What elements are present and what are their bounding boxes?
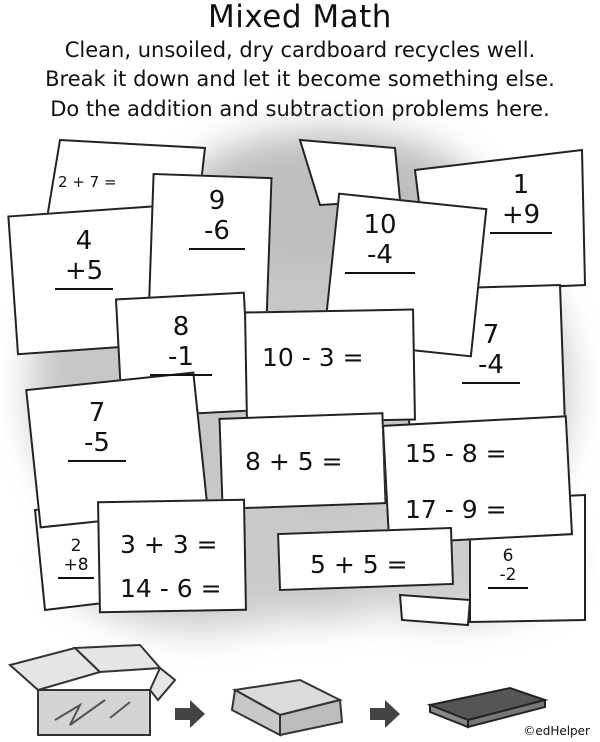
problem-5-plus-5: 5 + 5 = bbox=[310, 550, 408, 579]
addend-top: 7 bbox=[482, 320, 500, 350]
open-box-icon bbox=[10, 645, 175, 735]
addend-bottom: +5 bbox=[64, 256, 104, 286]
problem-10-minus-3: 10 - 3 = bbox=[262, 343, 364, 372]
answer-line bbox=[58, 577, 94, 579]
arrow-right-icon-2 bbox=[370, 700, 400, 728]
answer-line bbox=[490, 232, 552, 234]
problem-6-minus-2 bbox=[488, 547, 528, 589]
instruction-line-1: Clean, unsoiled, dry cardboard recycles well. bbox=[64, 38, 536, 62]
flattened-box-icon bbox=[232, 680, 342, 735]
addend-top: 9 bbox=[208, 186, 226, 216]
answer-line bbox=[345, 272, 415, 274]
problem-17-minus-9: 17 - 9 = bbox=[405, 495, 507, 524]
addend-bottom: +8 bbox=[63, 555, 89, 575]
addend-bottom: -4 bbox=[478, 350, 504, 380]
flat-cardboard-stack-icon bbox=[430, 688, 545, 727]
addend-top: 7 bbox=[88, 398, 106, 428]
problem-1-plus-9 bbox=[490, 170, 552, 234]
problem-2-plus-8 bbox=[58, 537, 94, 579]
problem-10-minus-4 bbox=[345, 210, 415, 274]
addend-bottom: -6 bbox=[204, 216, 230, 246]
answer-line bbox=[55, 288, 113, 290]
problem-7-minus-5 bbox=[68, 398, 126, 462]
page-title: Mixed Math bbox=[208, 0, 392, 35]
problem-9-minus-6 bbox=[189, 186, 245, 250]
addend-top: 1 bbox=[512, 170, 530, 200]
addend-top: 2 bbox=[70, 536, 82, 556]
problem-14-minus-6: 14 - 6 = bbox=[120, 574, 222, 603]
addend-bottom: -1 bbox=[168, 342, 194, 372]
addend-bottom: -2 bbox=[499, 565, 517, 585]
problem-8-minus-1 bbox=[150, 312, 212, 376]
instruction-line-3: Do the addition and subtraction problems here. bbox=[50, 97, 550, 121]
addend-top: 6 bbox=[502, 546, 514, 566]
addend-bottom: -4 bbox=[367, 240, 393, 270]
instruction-line-2: Break it down and let it become something else. bbox=[45, 67, 555, 91]
problem-2-plus-7: 2 + 7 = bbox=[58, 173, 117, 191]
problem-15-minus-8: 15 - 8 = bbox=[405, 439, 507, 468]
copyright-notice: ©edHelper bbox=[523, 724, 590, 738]
arrow-right-icon bbox=[175, 700, 205, 728]
answer-line bbox=[68, 460, 126, 462]
answer-line bbox=[488, 587, 528, 589]
addend-bottom: +9 bbox=[501, 200, 541, 230]
problem-8-plus-5: 8 + 5 = bbox=[245, 447, 343, 476]
addend-bottom: -5 bbox=[84, 428, 110, 458]
problem-7-minus-4 bbox=[462, 320, 520, 384]
addend-top: 10 bbox=[363, 210, 397, 240]
addend-top: 4 bbox=[75, 226, 93, 256]
card-15-minus-8 bbox=[382, 415, 573, 545]
answer-line bbox=[150, 374, 212, 376]
answer-line bbox=[189, 248, 245, 250]
answer-line bbox=[462, 382, 520, 384]
addend-top: 8 bbox=[172, 312, 190, 342]
problem-3-plus-3: 3 + 3 = bbox=[120, 530, 218, 559]
problem-4-plus-5 bbox=[55, 226, 113, 290]
